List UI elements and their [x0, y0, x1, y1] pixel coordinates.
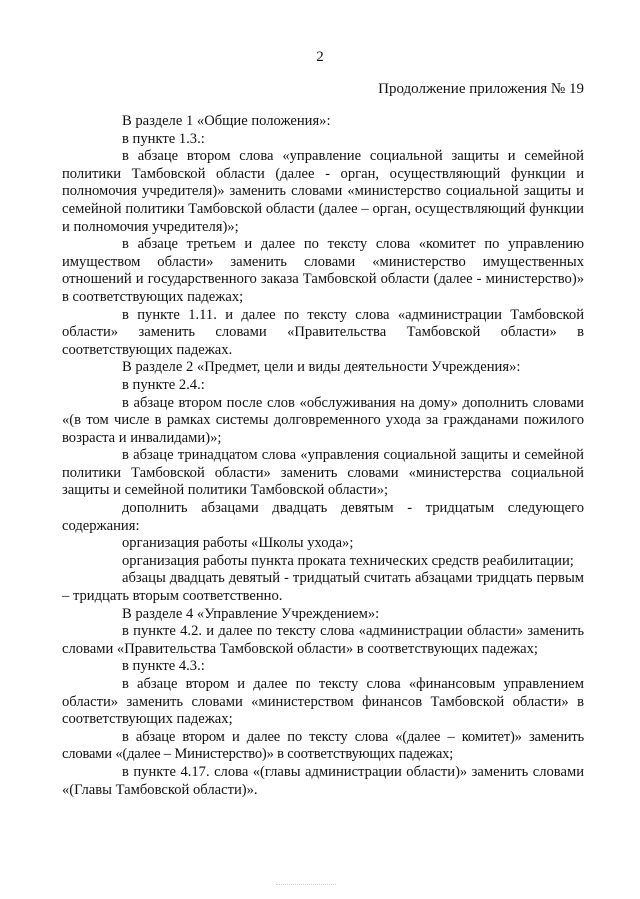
paragraph-item-4-3-committee: в абзаце втором и далее по тексту слова «(далее – комитет)» заменить словами «(далее – Министерство)» в соответствующих падежах;	[62, 728, 584, 763]
appendix-continuation-heading: Продолжение приложения № 19	[378, 81, 584, 97]
document-body	[62, 113, 584, 799]
paragraph-section-2-heading: В разделе 2 «Предмет, цели и виды деятельности Учреждения»:	[122, 359, 521, 376]
paragraph-item-2-4-second: в абзаце втором после слов «обслуживания на дому» дополнить словами «(в том числе в рамках системы долговременного ухода за гражданами пожилого возраста и инвалидами)»;	[62, 394, 584, 446]
paragraph-item-4-17: в пункте 4.17. слова «(главы администрации области)» заменить словами «(Главы Тамбовской области)».	[62, 763, 584, 798]
paragraph-section-4-heading: В разделе 4 «Управление Учреждением»:	[122, 605, 380, 622]
paragraph-item-4-3-finance: в абзаце втором и далее по тексту слова «финансовым управлением области» заменить словами «министерством финансов Тамбовской области» в соответствующих падежах;	[62, 676, 584, 728]
paragraph-item-1-3: в пункте 1.3.:	[122, 130, 205, 147]
paragraph-item-1-3-third: в абзаце третьем и далее по тексту слова «комитет по управлению имуществом области» заменить словами «министерство имущественных отношений и государственного заказа Тамбовской области (далее - министерство)» в соответствующих падежах;	[62, 236, 584, 305]
paragraph-care-school: организация работы «Школы ухода»;	[122, 535, 354, 552]
paragraph-item-4-3: в пункте 4.3.:	[122, 658, 205, 675]
paragraph-item-2-4-thirteenth: в абзаце тринадцатом слова «управления социальной защиты и семейной политики Тамбовской области» заменить словами «министерства социальной защиты и семейной политики Тамбовской области»;	[62, 447, 584, 499]
scan-artifact-divider	[276, 884, 336, 886]
paragraph-add-paragraphs: дополнить абзацами двадцать девятым - тридцатым следующего содержания:	[62, 500, 584, 534]
paragraph-section-1-heading: В разделе 1 «Общие положения»:	[122, 113, 331, 129]
paragraph-renumbering: абзацы двадцать девятый - тридцатый считать абзацами тридцать первым – тридцать вторым соответственно.	[62, 570, 584, 605]
paragraph-item-2-4: в пункте 2.4.:	[122, 376, 205, 393]
page-number: 2	[316, 49, 324, 65]
paragraph-rental-point: организация работы пункта проката технических средств реабилитации;	[122, 552, 574, 569]
paragraph-item-1-3-second: в абзаце втором слова «управление социальной защиты и семейной политики Тамбовской области (далее - орган, осуществляющий функции и полномочия учредителя)» заменить словами «министерство социальной защиты и семейной политики Тамбовской области (далее – орган, осуществляющий функции и полномочия учредителя)»;	[62, 148, 584, 235]
paragraph-item-4-2: в пункте 4.2. и далее по тексту слова «администрации области» заменить словами «Правительства Тамбовской области» в соответствующих падежах;	[62, 623, 584, 657]
paragraph-item-1-11: в пункте 1.11. и далее по тексту слова «администрации Тамбовской области» заменить словами «Правительства Тамбовской области» в соответствующих падежах.	[62, 306, 584, 358]
